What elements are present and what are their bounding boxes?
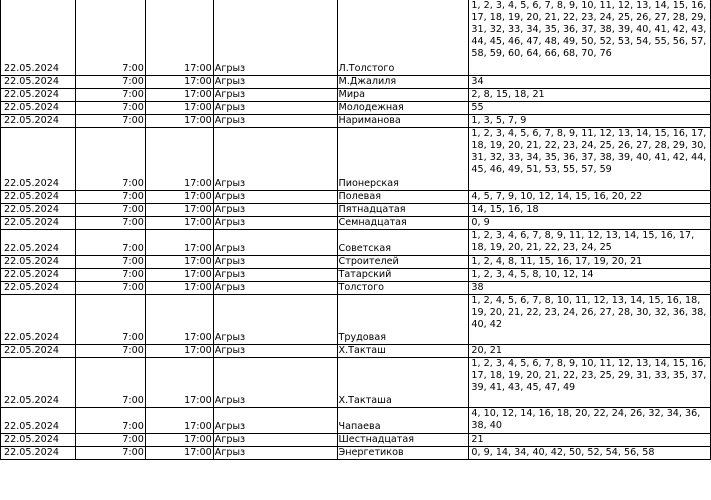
start-time-cell: 7:00	[75, 0, 145, 75]
city-cell: Агрыз	[213, 75, 337, 88]
date-cell: 22.05.2024	[1, 268, 76, 281]
start-time-cell: 7:00	[75, 101, 145, 114]
houses-cell: 20, 21	[469, 344, 711, 357]
start-time-cell: 7:00	[75, 216, 145, 229]
street-cell: Строителей	[337, 255, 469, 268]
city-cell: Агрыз	[213, 281, 337, 294]
end-time-cell: 17:00	[145, 344, 213, 357]
houses-cell: 1, 2, 4, 5, 6, 7, 8, 10, 11, 12, 13, 14, 15, 16, 18, 19, 20, 21, 22, 23, 24, 26, 27, 28, 30, 32, 36, 38, 40, 42	[469, 294, 711, 344]
start-time-cell: 7:00	[75, 114, 145, 127]
end-time-cell: 17:00	[145, 0, 213, 75]
city-cell: Агрыз	[213, 0, 337, 75]
table-row	[1, 203, 711, 216]
end-time-cell: 17:00	[145, 203, 213, 216]
date-cell: 22.05.2024	[1, 101, 76, 114]
city-cell: Агрыз	[213, 407, 337, 433]
table-row	[1, 357, 711, 407]
table-row	[1, 255, 711, 268]
start-time-cell: 7:00	[75, 407, 145, 433]
houses-cell: 1, 2, 4, 8, 11, 15, 16, 17, 19, 20, 21	[469, 255, 711, 268]
end-time-cell: 17:00	[145, 88, 213, 101]
date-cell: 22.05.2024	[1, 407, 76, 433]
end-time-cell: 17:00	[145, 433, 213, 446]
houses-cell: 0, 9	[469, 216, 711, 229]
houses-cell: 14, 15, 16, 18	[469, 203, 711, 216]
date-cell: 22.05.2024	[1, 255, 76, 268]
table-row	[1, 446, 711, 459]
end-time-cell: 17:00	[145, 229, 213, 255]
street-cell: Пятнадцатая	[337, 203, 469, 216]
end-time-cell: 17:00	[145, 127, 213, 190]
city-cell: Агрыз	[213, 190, 337, 203]
date-cell: 22.05.2024	[1, 433, 76, 446]
street-cell: Х.Такташ	[337, 344, 469, 357]
city-cell: Агрыз	[213, 255, 337, 268]
street-cell: М.Джалиля	[337, 75, 469, 88]
end-time-cell: 17:00	[145, 281, 213, 294]
table-row	[1, 127, 711, 190]
start-time-cell: 7:00	[75, 190, 145, 203]
street-cell: Нариманова	[337, 114, 469, 127]
date-cell: 22.05.2024	[1, 75, 76, 88]
table-row	[1, 407, 711, 433]
city-cell: Агрыз	[213, 203, 337, 216]
table-row	[1, 344, 711, 357]
houses-cell: 1, 2, 3, 4, 5, 6, 7, 8, 9, 10, 11, 12, 13, 14, 15, 16, 17, 18, 19, 20, 21, 22, 23, 25, 29, 31, 33, 35, 37, 39, 41, 43, 45, 47, 49	[469, 357, 711, 407]
date-cell: 22.05.2024	[1, 0, 76, 75]
date-cell: 22.05.2024	[1, 216, 76, 229]
start-time-cell: 7:00	[75, 344, 145, 357]
houses-cell: 21	[469, 433, 711, 446]
houses-cell: 1, 3, 5, 7, 9	[469, 114, 711, 127]
date-cell: 22.05.2024	[1, 190, 76, 203]
street-cell: Энергетиков	[337, 446, 469, 459]
city-cell: Агрыз	[213, 294, 337, 344]
start-time-cell: 7:00	[75, 433, 145, 446]
start-time-cell: 7:00	[75, 255, 145, 268]
street-cell: Трудовая	[337, 294, 469, 344]
houses-cell: 34	[469, 75, 711, 88]
start-time-cell: 7:00	[75, 281, 145, 294]
table-row	[1, 88, 711, 101]
table-row	[1, 0, 711, 75]
end-time-cell: 17:00	[145, 268, 213, 281]
street-cell: Пионерская	[337, 127, 469, 190]
city-cell: Агрыз	[213, 114, 337, 127]
date-cell: 22.05.2024	[1, 294, 76, 344]
table-row	[1, 229, 711, 255]
street-cell: Советская	[337, 229, 469, 255]
houses-cell: 38	[469, 281, 711, 294]
date-cell: 22.05.2024	[1, 344, 76, 357]
date-cell: 22.05.2024	[1, 114, 76, 127]
start-time-cell: 7:00	[75, 88, 145, 101]
street-cell: Шестнадцатая	[337, 433, 469, 446]
street-cell: Татарский	[337, 268, 469, 281]
city-cell: Агрыз	[213, 357, 337, 407]
street-cell: Толстого	[337, 281, 469, 294]
end-time-cell: 17:00	[145, 190, 213, 203]
end-time-cell: 17:00	[145, 114, 213, 127]
houses-cell: 4, 5, 7, 9, 10, 12, 14, 15, 16, 20, 22	[469, 190, 711, 203]
street-cell: Мира	[337, 88, 469, 101]
end-time-cell: 17:00	[145, 255, 213, 268]
city-cell: Агрыз	[213, 433, 337, 446]
street-cell: Х.Такташа	[337, 357, 469, 407]
end-time-cell: 17:00	[145, 75, 213, 88]
date-cell: 22.05.2024	[1, 229, 76, 255]
end-time-cell: 17:00	[145, 294, 213, 344]
table-row	[1, 190, 711, 203]
street-cell: Л.Толстого	[337, 0, 469, 75]
table-body	[1, 0, 711, 459]
start-time-cell: 7:00	[75, 357, 145, 407]
street-cell: Молодежная	[337, 101, 469, 114]
city-cell: Агрыз	[213, 229, 337, 255]
table-row	[1, 268, 711, 281]
end-time-cell: 17:00	[145, 101, 213, 114]
start-time-cell: 7:00	[75, 229, 145, 255]
houses-cell: 0, 9, 14, 34, 40, 42, 50, 52, 54, 56, 58	[469, 446, 711, 459]
start-time-cell: 7:00	[75, 203, 145, 216]
date-cell: 22.05.2024	[1, 88, 76, 101]
street-cell: Чапаева	[337, 407, 469, 433]
date-cell: 22.05.2024	[1, 281, 76, 294]
houses-cell: 1, 2, 3, 4, 5, 6, 7, 8, 9, 11, 12, 13, 14, 15, 16, 17, 18, 19, 20, 21, 22, 23, 24, 25, 26, 27, 28, 29, 30, 31, 32, 33, 34, 35, 36, 37, 38, 39, 40, 41, 42, 44, 45, 46, 49, 51, 53, 55, 57, 59	[469, 127, 711, 190]
start-time-cell: 7:00	[75, 294, 145, 344]
table-row	[1, 75, 711, 88]
date-cell: 22.05.2024	[1, 127, 76, 190]
end-time-cell: 17:00	[145, 216, 213, 229]
table-row	[1, 281, 711, 294]
start-time-cell: 7:00	[75, 446, 145, 459]
start-time-cell: 7:00	[75, 75, 145, 88]
date-cell: 22.05.2024	[1, 446, 76, 459]
city-cell: Агрыз	[213, 88, 337, 101]
houses-cell: 1, 2, 3, 4, 5, 6, 7, 8, 9, 10, 11, 12, 13, 14, 15, 16, 17, 18, 19, 20, 21, 22, 23, 24, 25, 26, 27, 28, 29, 31, 32, 33, 34, 35, 36, 37, 38, 39, 40, 41, 42, 43, 44, 45, 46, 47, 48, 49, 50, 52, 53, 54, 55, 56, 57, 58, 59, 60, 64, 66, 68, 70, 76	[469, 0, 711, 75]
date-cell: 22.05.2024	[1, 357, 76, 407]
city-cell: Агрыз	[213, 101, 337, 114]
city-cell: Агрыз	[213, 446, 337, 459]
table-row	[1, 433, 711, 446]
houses-cell: 1, 2, 3, 4, 6, 7, 8, 9, 11, 12, 13, 14, 15, 16, 17, 18, 19, 20, 21, 22, 23, 24, 25	[469, 229, 711, 255]
houses-cell: 1, 2, 3, 4, 5, 8, 10, 12, 14	[469, 268, 711, 281]
city-cell: Агрыз	[213, 216, 337, 229]
city-cell: Агрыз	[213, 344, 337, 357]
table-row	[1, 294, 711, 344]
date-cell: 22.05.2024	[1, 203, 76, 216]
table-row	[1, 216, 711, 229]
street-cell: Полевая	[337, 190, 469, 203]
end-time-cell: 17:00	[145, 446, 213, 459]
start-time-cell: 7:00	[75, 127, 145, 190]
houses-cell: 4, 10, 12, 14, 16, 18, 20, 22, 24, 26, 32, 34, 36, 38, 40	[469, 407, 711, 433]
table-row	[1, 101, 711, 114]
end-time-cell: 17:00	[145, 407, 213, 433]
city-cell: Агрыз	[213, 127, 337, 190]
end-time-cell: 17:00	[145, 357, 213, 407]
houses-cell: 2, 8, 15, 18, 21	[469, 88, 711, 101]
houses-cell: 55	[469, 101, 711, 114]
start-time-cell: 7:00	[75, 268, 145, 281]
city-cell: Агрыз	[213, 268, 337, 281]
table-row	[1, 114, 711, 127]
street-cell: Семнадцатая	[337, 216, 469, 229]
